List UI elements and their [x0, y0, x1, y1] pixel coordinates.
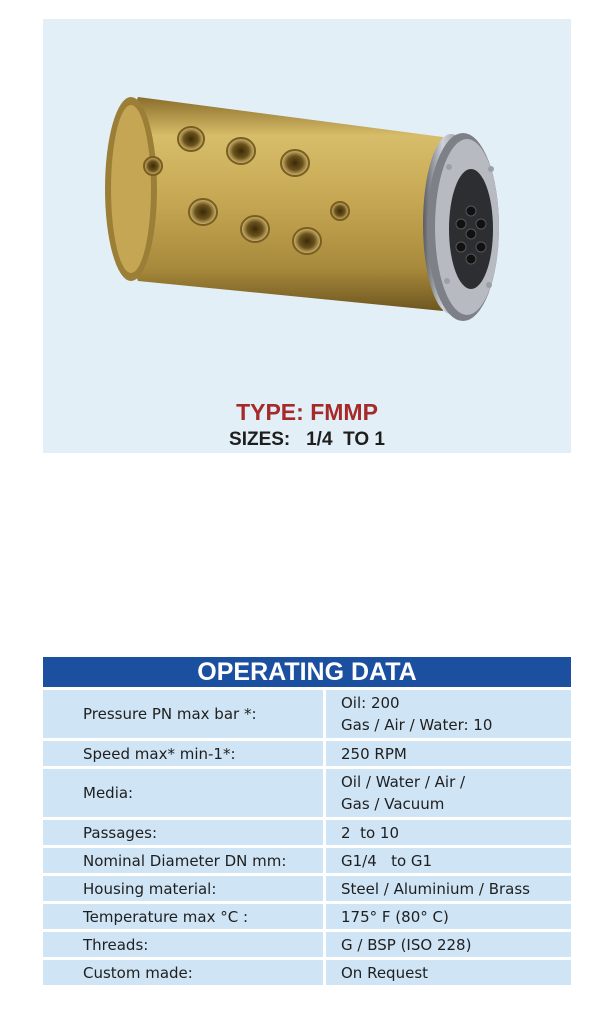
row-value: 250 RPM — [326, 741, 571, 766]
table-row — [43, 741, 571, 766]
row-label: Speed max* min-1*: — [43, 741, 323, 766]
table-row — [43, 769, 571, 817]
row-label: Media: — [43, 769, 323, 817]
row-value: Oil: 200 Gas / Air / Water: 10 — [326, 690, 571, 738]
row-label: Pressure PN max bar *: — [43, 690, 323, 738]
operating-data-title: OPERATING DATA — [43, 657, 571, 687]
table-row — [43, 960, 571, 985]
row-value: Oil / Water / Air / Gas / Vacuum — [326, 769, 571, 817]
rotary-union-product-image — [43, 19, 571, 389]
table-row — [43, 904, 571, 929]
row-value: G / BSP (ISO 228) — [326, 932, 571, 957]
row-value: On Request — [326, 960, 571, 985]
table-row — [43, 690, 571, 738]
row-label: Temperature max °C : — [43, 904, 323, 929]
row-value: Steel / Aluminium / Brass — [326, 876, 571, 901]
product-card — [43, 19, 571, 453]
row-label: Threads: — [43, 932, 323, 957]
table-row — [43, 876, 571, 901]
table-row — [43, 848, 571, 873]
table-row — [43, 820, 571, 845]
row-value: G1/4 to G1 — [326, 848, 571, 873]
row-label: Passages: — [43, 820, 323, 845]
product-type-label: TYPE: FMMP — [236, 399, 378, 425]
row-value: 175° F (80° C) — [326, 904, 571, 929]
operating-data-table — [43, 657, 571, 985]
row-label: Custom made: — [43, 960, 323, 985]
table-row — [43, 932, 571, 957]
row-value: 2 to 10 — [326, 820, 571, 845]
row-label: Nominal Diameter DN mm: — [43, 848, 323, 873]
product-sizes-label: SIZES: 1/4 TO 1 — [229, 429, 385, 450]
row-label: Housing material: — [43, 876, 323, 901]
